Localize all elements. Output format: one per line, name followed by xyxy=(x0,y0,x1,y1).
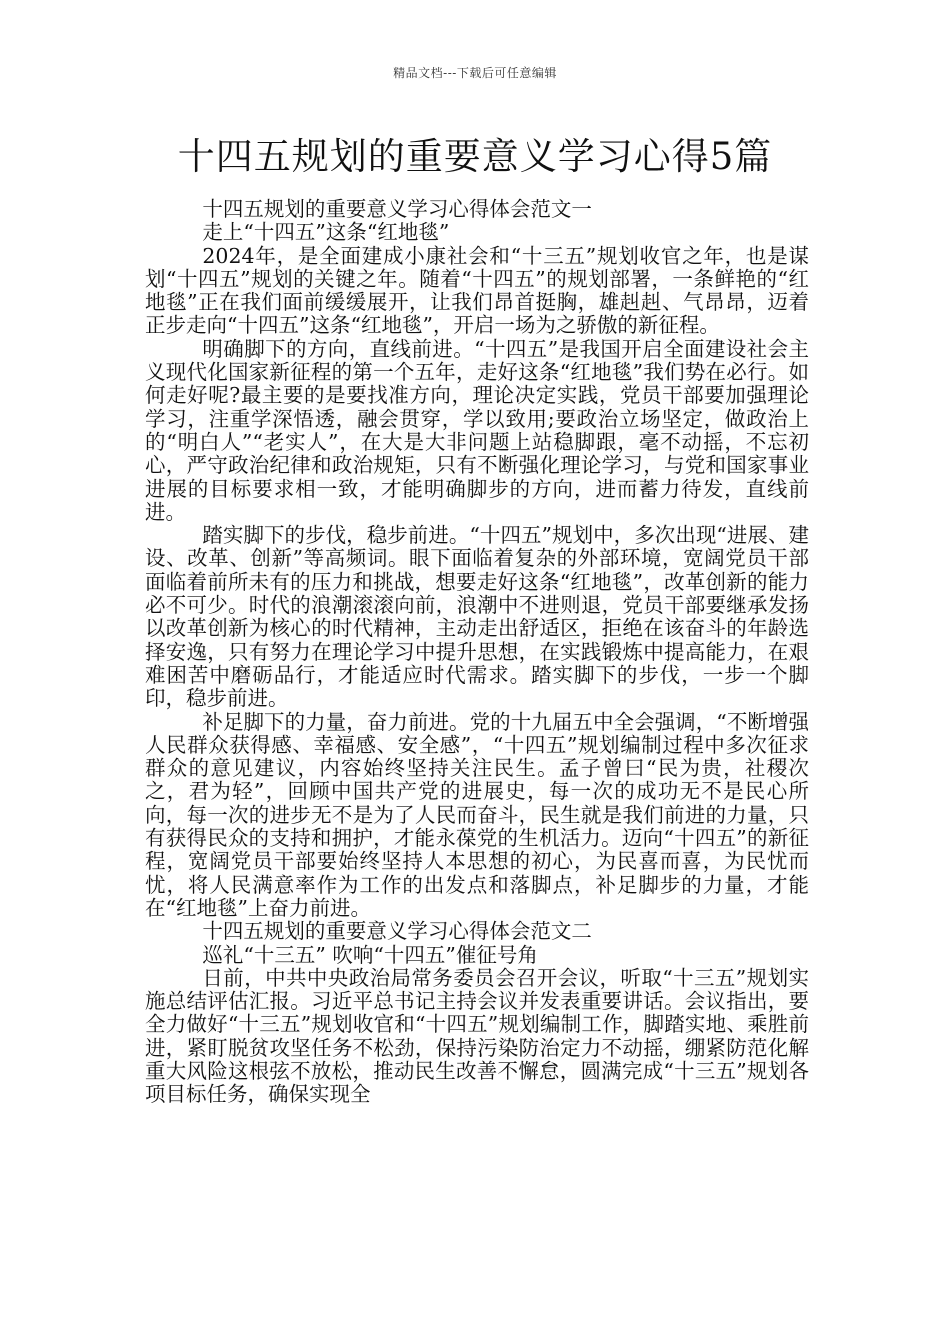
article-subtitle: 走上“十四五”这条“红地毯” xyxy=(202,220,450,245)
body-paragraph: 2024年，是全面建成小康社会和“十三五”规划收官之年，也是谋划“十四五”规划的关键之年。随着“十四五”的规划部署，一条鲜艳的“红地毯”正在我们面前缓缓展开，让我们昂首挺胸，雄赳赳、气昂昂，迈着正步走向“十四五”这条“红地毯”，开启一场为之骄傲的新征程。 xyxy=(145,243,809,338)
body-paragraph: 补足脚下的力量，奋力前进。党的十九届五中全会强调，“不断增强人民群众获得感、幸福感、安全感”，“十四五”规划编制过程中多次征求群众的意见建议，内容始终坚持关注民生。孟子曾曰“民为贵，社稷次之，君为轻”，回顾中国共产党的进展史，每一次的成功无不是民心所向，每一次的进步无不是为了人民而奋斗，民生就是我们前进的力量，只有获得民众的支持和拥护，才能永葆党的生机活力。迈向“十四五”的新征程，宽阔党员干部要始终坚持人本思想的初心，为民喜而喜，为民忧而忧，将人民满意率作为工作的出发点和落脚点，补足脚步的力量，才能在“红地毯”上奋力前进。 xyxy=(145,709,809,920)
article-subtitle: 巡礼“十三五” 吹响“十四五”催征号角 xyxy=(202,942,538,967)
document-title: 十四五规划的重要意义学习心得5篇 xyxy=(177,135,773,178)
section-heading: 十四五规划的重要意义学习心得体会范文二 xyxy=(202,919,592,944)
document-body xyxy=(145,198,809,1107)
body-paragraph: 日前，中共中央政治局常务委员会召开会议，听取“十三五”规划实施总结评估汇报。习近平总书记主持会议并发表重要讲话。会议指出，要全力做好“十三五”规划收官和“十四五”规划编制工作，脚踏实地、乘胜前进，紧盯脱贫攻坚任务不松劲，保持污染防治定力不动摇，绷紧防范化解重大风险这根弦不放松，推动民生改善不懈怠，圆满完成“十三五”规划各项目标任务，确保实现全 xyxy=(145,965,809,1107)
body-paragraph: 踏实脚下的步伐，稳步前进。“十四五”规划中，多次出现“进展、建设、改革、创新”等高频词。眼下面临着复杂的外部环境，宽阔党员干部面临着前所未有的压力和挑战，想要走好这条“红地毯”，改革创新的能力必不可少。时代的浪潮滚滚向前，浪潮中不进则退，党员干部要继承发扬以改革创新为核心的时代精神，主动走出舒适区，拒绝在该奋斗的年龄选择安逸，只有努力在理论学习中提升思想，在实践锻炼中提高能力，在艰难困苦中磨砺品行，才能适应时代需求。踏实脚下的步伐，一步一个脚印，稳步前进。 xyxy=(145,523,809,711)
body-paragraph: 明确脚下的方向，直线前进。“十四五”是我国开启全面建设社会主义现代化国家新征程的第一个五年，走好这条“红地毯”我们势在必行。如何走好呢?最主要的是要找准方向，理论决定实践，党员干部要加强理论学习，注重学深悟透，融会贯穿，学以致用;要政治立场坚定，做政治上的“明白人”“老实人”，在大是大非问题上站稳脚跟，毫不动摇，不忘初心，严守政治纪律和政治规矩，只有不断强化理论学习，与党和国家事业进展的目标要求相一致，才能明确脚步的方向，进而蓄力待发，直线前进。 xyxy=(145,336,809,524)
section-heading: 十四五规划的重要意义学习心得体会范文一 xyxy=(202,197,592,221)
header-note: 精品文档---下载后可任意编辑 xyxy=(393,66,557,80)
